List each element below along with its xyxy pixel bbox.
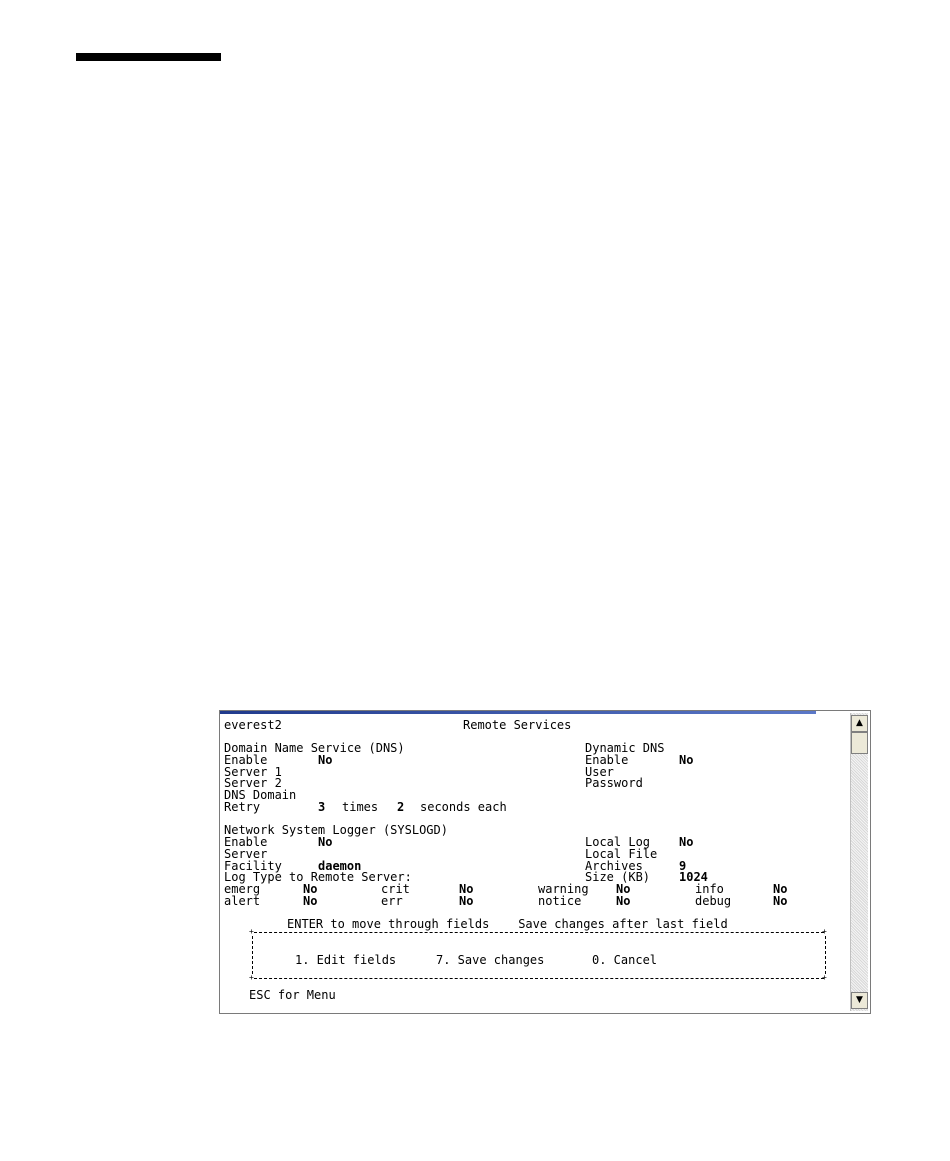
ddns-user-label: User	[585, 765, 614, 779]
level-label-debug: debug	[695, 894, 732, 908]
ddns-heading: Dynamic DNS	[585, 741, 665, 755]
size-label: Size (KB)	[585, 870, 651, 884]
syslog-server-label: Server	[224, 847, 268, 861]
level-value-debug[interactable]: No	[773, 894, 788, 908]
local-log-label: Local Log	[585, 835, 651, 849]
scroll-up-arrow-icon[interactable]: ▲	[851, 715, 868, 732]
box-corner-tl: +	[249, 927, 254, 936]
level-value-info[interactable]: No	[773, 882, 788, 896]
dns-heading: Domain Name Service (DNS)	[224, 741, 405, 755]
level-label-err: err	[381, 894, 403, 908]
dns-times-label: times	[342, 800, 379, 814]
scroll-thumb[interactable]	[851, 732, 868, 754]
dns-server2-label: Server 2	[224, 776, 282, 790]
size-value[interactable]: 1024	[679, 870, 708, 884]
syslog-enable-value[interactable]: No	[318, 835, 333, 849]
box-corner-tr: +	[822, 927, 827, 936]
syslog-facility-label: Facility	[224, 859, 282, 873]
syslog-log-type-label: Log Type to Remote Server:	[224, 870, 412, 884]
level-value-emerg[interactable]: No	[303, 882, 318, 896]
box-top-border	[254, 932, 824, 933]
box-left-border	[252, 936, 253, 974]
syslog-facility-value[interactable]: daemon	[318, 859, 362, 873]
level-label-crit: crit	[381, 882, 410, 896]
local-log-value[interactable]: No	[679, 835, 694, 849]
ddns-enable-value[interactable]: No	[679, 753, 694, 767]
syslog-heading: Network System Logger (SYSLOGD)	[224, 823, 448, 837]
dns-enable-label: Enable	[224, 753, 268, 767]
box-corner-bl: +	[249, 973, 254, 982]
dns-domain-label: DNS Domain	[224, 788, 297, 802]
ddns-enable-label: Enable	[585, 753, 629, 767]
box-bottom-border	[254, 978, 824, 979]
console-screen[interactable]	[220, 714, 848, 1012]
archives-label: Archives	[585, 859, 643, 873]
header-rule	[76, 53, 221, 61]
menu-save-changes[interactable]: 7. Save changes	[436, 953, 545, 967]
level-value-notice[interactable]: No	[616, 894, 631, 908]
screen-title: Remote Services	[463, 718, 572, 732]
local-file-label: Local File	[585, 847, 658, 861]
level-value-alert[interactable]: No	[303, 894, 318, 908]
vertical-scrollbar[interactable]	[850, 713, 868, 1011]
esc-hint: ESC for Menu	[249, 988, 336, 1002]
menu-cancel[interactable]: 0. Cancel	[592, 953, 658, 967]
dns-seconds-label: seconds each	[420, 800, 507, 814]
level-value-warning[interactable]: No	[616, 882, 631, 896]
level-label-warning: warning	[538, 882, 589, 896]
menu-edit-fields[interactable]: 1. Edit fields	[295, 953, 397, 967]
dns-retry-label: Retry	[224, 800, 261, 814]
terminal-window[interactable]	[219, 710, 871, 1014]
dns-server1-label: Server 1	[224, 765, 282, 779]
dns-enable-value[interactable]: No	[318, 753, 333, 767]
level-label-emerg: emerg	[224, 882, 261, 896]
level-label-info: info	[695, 882, 724, 896]
syslog-enable-label: Enable	[224, 835, 268, 849]
level-value-crit[interactable]: No	[459, 882, 474, 896]
footer-hint: ENTER to move through fields Save changes after last field	[287, 917, 728, 931]
scroll-down-arrow-icon[interactable]: ▼	[851, 992, 868, 1009]
ddns-password-label: Password	[585, 776, 643, 790]
archives-value[interactable]: 9	[679, 859, 687, 873]
dns-retry-seconds[interactable]: 2	[397, 800, 405, 814]
level-label-alert: alert	[224, 894, 261, 908]
level-value-err[interactable]: No	[459, 894, 474, 908]
dns-retry-count[interactable]: 3	[318, 800, 326, 814]
box-right-border	[825, 936, 826, 974]
level-label-notice: notice	[538, 894, 582, 908]
box-corner-br: +	[822, 973, 827, 982]
host-name: everest2	[224, 718, 282, 732]
